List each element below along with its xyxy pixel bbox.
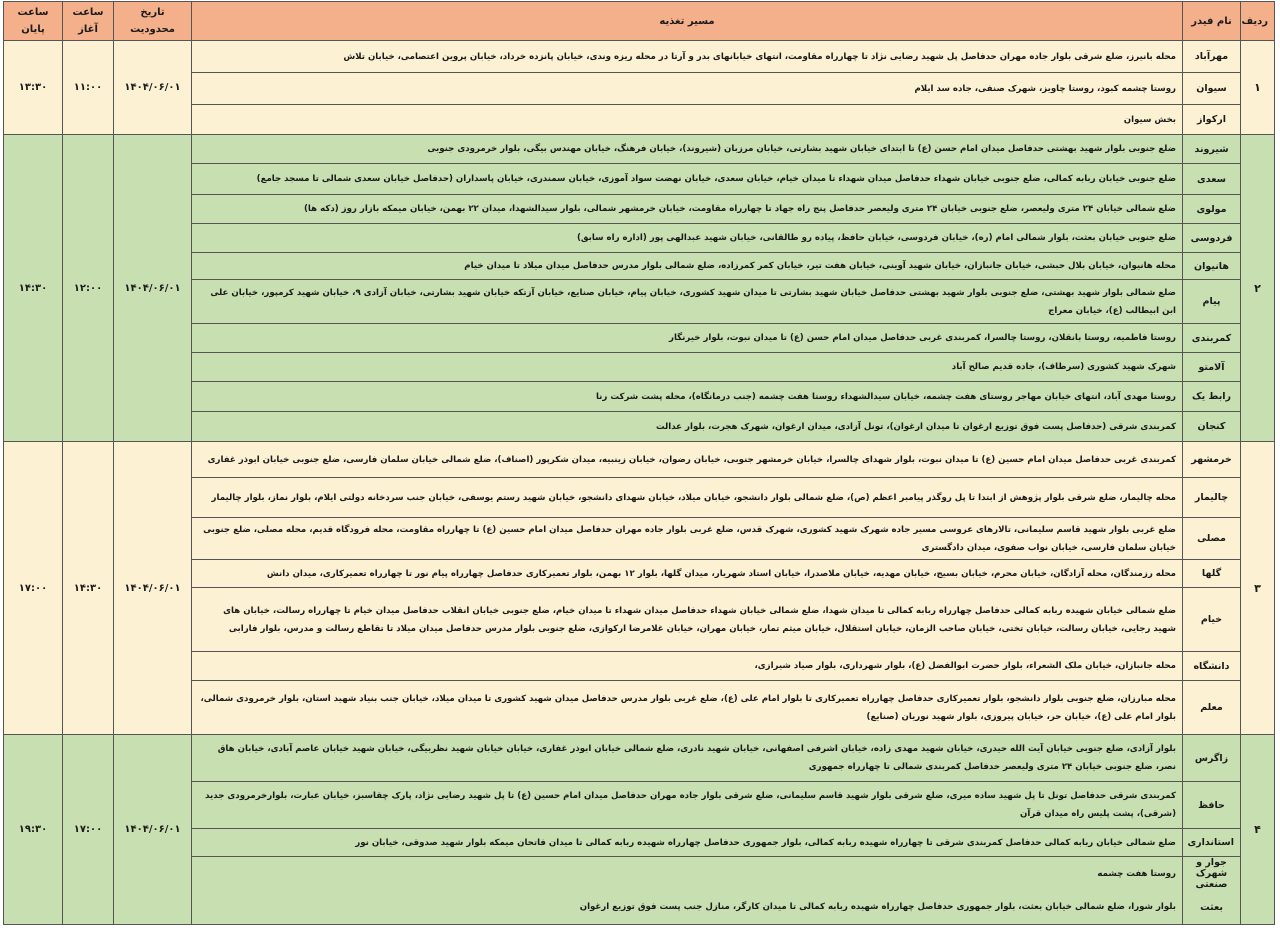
group-index: ۲ bbox=[1241, 135, 1275, 442]
end-time: ۱۴:۳۰ bbox=[4, 135, 63, 442]
route-text: محله مبارزان، ضلع جنوبی بلوار دانشجو، بلوار تعمیرکاری حدفاصل چهارراه تعمیرکاری تا بلوار امام علی (ع)، ضلع غربی بلوار مدرس حدفاصل میدان شهید کشوری تا میدان میلاد، خیابان جنب بنیاد شهید استان، بلوار خرمرودی شمالی، بلوار امام علی (ع)، خیابان حر، خیابان پیروزی، بلوار شهید نوریان (صنایع) bbox=[192, 681, 1183, 735]
start-time: ۱۴:۳۰ bbox=[63, 442, 114, 735]
outage-date: ۱۴۰۴/۰۶/۰۱ bbox=[114, 41, 192, 135]
table-row bbox=[4, 324, 1275, 353]
feeder-name: بعثت bbox=[1183, 891, 1241, 925]
table-header-row bbox=[4, 2, 1275, 41]
col-header-route: مسیر تغذیه bbox=[192, 2, 1183, 41]
route-text: روستا هفت چشمه bbox=[192, 857, 1183, 891]
table-row bbox=[4, 857, 1275, 891]
route-text: ضلع جنوبی خیابان بعثت، بلوار شمالی امام (ره)، خیابان فردوسی، خیابان حافظ، پیاده رو طالقانی، خیابان شهید عبدالهی پور (اداره راه سابق) bbox=[192, 224, 1183, 253]
route-text: کمربندی غربی حدفاصل میدان امام حسین (ع) تا میدان نبوت، بلوار شهدای چالسرا، خیابان خرمشهر جنوبی، خیابان رضوان، خیابان زینبیه، میدان شکرپور (اصناف)، ضلع شمالی خیابان سلمان فارسی، ضلع جنوبی خیابان ابوذر غفاری bbox=[192, 442, 1183, 478]
feeder-name: کمربندی bbox=[1183, 324, 1241, 353]
table-row bbox=[4, 195, 1275, 224]
route-text: ضلع شمالی خیابان شهیده ربابه کمالی حدفاصل چهارراه ربابه کمالی تا میدان شهدا، ضلع شمالی خیابان شهداء حدفاصل میدان شهداء تا میدان خیام، ضلع جنوبی خیابان انقلاب حدفاصل میدان خیام تا چهارراه رسالت، خیابان های شهید رجایی، خیابان رسالت، خیابان تختی، خیابان صاحب الزمان، خیابان استقلال، خیابان میثم تمار، خیابان مهران، خیابان غلامرضا ارکوازی، ضلع جنوبی بلوار مدرس حدفاصل میدان میلاد تا تقاطع رسالت و مدرس، بلوار فارابی bbox=[192, 588, 1183, 652]
route-text: روستا مهدی آباد، انتهای خیابان مهاجر روستای هفت چشمه، خیابان سیدالشهداء روستا هفت چشمه (جنب درمانگاه)، محله پشت شرکت رنا bbox=[192, 382, 1183, 412]
start-time: ۱۲:۰۰ bbox=[63, 135, 114, 442]
feeder-name: مصلی bbox=[1183, 518, 1241, 560]
table-row bbox=[4, 353, 1275, 382]
table-row bbox=[4, 412, 1275, 442]
outage-date: ۱۴۰۴/۰۶/۰۱ bbox=[114, 442, 192, 735]
table-row bbox=[4, 560, 1275, 588]
table-row bbox=[4, 280, 1275, 324]
route-text: شهرک شهید کشوری (سرطاف)، جاده قدیم صالح آباد bbox=[192, 353, 1183, 382]
route-text: کمربندی شرقی حدفاصل تونل تا پل شهید ساده میری، ضلع شرقی بلوار شهید قاسم سلیمانی، ضلع شرقی بلوار جاده مهران حدفاصل میدان امام حسین (ع) تا پل شهید رضایی نژاد، پارک چقاسبز، خیابان عبارت، بلوارخرمرودی جدید (شرقی)، پشت پلیس راه میدان قرآن bbox=[192, 782, 1183, 829]
table-row bbox=[4, 782, 1275, 829]
route-text: ضلع شمالی خیابان ربابه کمالی حدفاصل کمربندی شرقی تا چهارراه شهیده ربابه کمالی، بلوار جمهوری حدفاصل چهارراه شهیده ربابه کمالی تا میدان فاتحان میمکه بلوار شهید صدوقی، خیابان نور bbox=[192, 829, 1183, 857]
col-header-feeder: نام فیدر bbox=[1183, 2, 1241, 41]
feeder-name: گلها bbox=[1183, 560, 1241, 588]
route-text: محله چالیمار، ضلع شرقی بلوار پژوهش از ابتدا تا پل روگذر پیامبر اعظم (ص)، ضلع شمالی بلوار دانشجو، خیابان میلاد، خیابان شهدای دانشجو، خیابان شهید رستم یوسفی، خیابان جنب سردخانه دولتی ایلام، بلوار نماز، بلوار چالیمار bbox=[192, 478, 1183, 518]
route-text: ضلع جنوبی بلوار شهید بهشتی حدفاصل میدان امام حسن (ع) تا ابتدای خیابان شهید بشارتی، خیابان مرزبان (شیروند)، خیابان فرهنگ، خیابان مهندس بیگی، بلوار خرمرودی جنوبی bbox=[192, 135, 1183, 164]
feeder-name: استانداری bbox=[1183, 829, 1241, 857]
start-time: ۱۱:۰۰ bbox=[63, 41, 114, 135]
feeder-name: خیام bbox=[1183, 588, 1241, 652]
table-row bbox=[4, 135, 1275, 164]
feeder-name: جوار و شهرک صنعتی bbox=[1183, 857, 1241, 891]
route-text: محله هانیوان، خیابان بلال حبشی، خیابان جانبازان، خیابان شهید آوینی، خیابان هفت تیر، خیابان کمر کمرزاده، ضلع شمالی بلوار مدرس حدفاصل میدان میلاد تا میدان خیام bbox=[192, 253, 1183, 280]
table-row bbox=[4, 652, 1275, 681]
outage-schedule-table bbox=[3, 1, 1275, 925]
feeder-name: ارکواز bbox=[1183, 105, 1241, 135]
route-text: محله جانبازان، خیابان ملک الشعراء، بلوار حضرت ابوالفضل (ع)، بلوار شهرداری، بلوار صیاد شیرازی، bbox=[192, 652, 1183, 681]
feeder-name: کنجان bbox=[1183, 412, 1241, 442]
table-row bbox=[4, 588, 1275, 652]
group-index: ۴ bbox=[1241, 735, 1275, 925]
feeder-name: مهرآباد bbox=[1183, 41, 1241, 73]
route-text: روستا فاطمیه، روستا بانقلان، روستا چالسرا، کمربندی غربی حدفاصل میدان امام حسن (ع) تا میدان نبوت، بلوار خیرنگار bbox=[192, 324, 1183, 353]
table-row bbox=[4, 253, 1275, 280]
table-row bbox=[4, 41, 1275, 73]
outage-date: ۱۴۰۴/۰۶/۰۱ bbox=[114, 135, 192, 442]
route-text: بلوار شورا، ضلع شمالی خیابان بعثت، بلوار جمهوری حدفاصل چهارراه شهیده ربابه کمالی تا میدان کارگر، منازل جنب پست فوق توزیع ارغوان bbox=[192, 891, 1183, 925]
table-row bbox=[4, 829, 1275, 857]
feeder-name: شیروند bbox=[1183, 135, 1241, 164]
route-text: بلوار آزادی، ضلع جنوبی خیابان آیت الله حیدری، خیابان شهید مهدی زاده، خیابان اشرفی اصفهانی، خیابان شهید نادری، ضلع شمالی خیابان ابوذر غفاری، خیابان خیابان شهید نظربیگی، خیابان شهید خیابان عاصم آبادی، خیابان هاق نصر، ضلع جنوبی خیابان ۲۴ متری ولیعصر حدفاصل کمربندی شمالی تا چهارراه جمهوری bbox=[192, 735, 1183, 782]
table-row bbox=[4, 891, 1275, 925]
route-text: محله رزمندگان، محله آزادگان، خیابان محرم، خیابان بسیج، خیابان مهدیه، خیابان ملاصدرا، خیابان استاد شهریار، میدان گلها، بلوار ۱۲ بهمن، بلوار تعمیرکاری حدفاصل چهارراه پیام نور تا چهارراه تعمیرکاری، میدان دانش bbox=[192, 560, 1183, 588]
feeder-name: فردوسی bbox=[1183, 224, 1241, 253]
group-index: ۱ bbox=[1241, 41, 1275, 135]
col-header-date: تاریخ محدودیت bbox=[114, 2, 192, 41]
end-time: ۱۹:۳۰ bbox=[4, 735, 63, 925]
feeder-name: معلم bbox=[1183, 681, 1241, 735]
start-time: ۱۷:۰۰ bbox=[63, 735, 114, 925]
col-header-end: ساعت پایان bbox=[4, 2, 63, 41]
col-header-index: ردیف bbox=[1241, 2, 1275, 41]
route-text: ضلع شمالی بلوار شهید بهشتی، ضلع جنوبی بلوار شهید بهشتی حدفاصل خیابان شهید بشارتی تا میدان شهید کشوری، خیابان پیام، خیابان صنایع، خیابان آزتکه خیابان شهید بشارتی، خیابان آزادی ۹، خیابان شهید کرمپور، خیابان علی ابن ابیطالب (ع)، خیابان معراج bbox=[192, 280, 1183, 324]
feeder-name: پیام bbox=[1183, 280, 1241, 324]
group-index: ۳ bbox=[1241, 442, 1275, 735]
route-text: ضلع جنوبی خیابان ربابه کمالی، ضلع جنوبی خیابان شهداء حدفاصل میدان شهداء تا میدان خیام، خیابان سعدی، خیابان نهضت سواد آموزی، خیابان سمندری، خیابان پاسداران (حدفاصل خیابان سعدی شمالی تا مسجد جامع) bbox=[192, 164, 1183, 195]
table-row bbox=[4, 73, 1275, 105]
table-row bbox=[4, 105, 1275, 135]
feeder-name: حافظ bbox=[1183, 782, 1241, 829]
end-time: ۱۳:۳۰ bbox=[4, 41, 63, 135]
route-text: ضلع شمالی خیابان ۲۴ متری ولیعصر، ضلع جنوبی خیابان ۲۴ متری ولیعصر حدفاصل پنج راه جهاد تا چهارراه مقاومت، خیابان خرمشهر شمالی، بلوار سیدالشهدا، میدان ۲۲ بهمن، خیابان میمکه بازار روز (دکه ها) bbox=[192, 195, 1183, 224]
route-text: ضلع غربی بلوار شهید قاسم سلیمانی، تالارهای عروسی مسیر جاده شهرک شهید کشوری، شهرک قدس، ضلع غربی بلوار جاده مهران حدفاصل میدان امام حسین (ع) تا چهارراه مقاومت، محله فرودگاه قدیم، محله مصلی، ضلع جنوبی خیابان سلمان فارسی، خیابان نواب صفوی، میدان دادگستری bbox=[192, 518, 1183, 560]
table-row bbox=[4, 681, 1275, 735]
route-text: روستا چشمه کبود، روستا چاویز، شهرک صنفی، جاده سد ایلام bbox=[192, 73, 1183, 105]
feeder-name: چالیمار bbox=[1183, 478, 1241, 518]
feeder-name: رابط یک bbox=[1183, 382, 1241, 412]
route-text: محله بانیرز، ضلع شرقی بلوار جاده مهران حدفاصل پل شهید رضایی نژاد تا چهارراه مقاومت، انتهای خیابانهای بدر و آرتا در محله ریزه وندی، خیابان پانزده خرداد، خیابان پروین اعتصامی، خیابان تلاش bbox=[192, 41, 1183, 73]
feeder-name: هانیوان bbox=[1183, 253, 1241, 280]
col-header-start: ساعت آغاز bbox=[63, 2, 114, 41]
feeder-name: مولوی bbox=[1183, 195, 1241, 224]
table-row bbox=[4, 478, 1275, 518]
feeder-name: دانشگاه bbox=[1183, 652, 1241, 681]
feeder-name: زاگرس bbox=[1183, 735, 1241, 782]
feeder-name: سیوان bbox=[1183, 73, 1241, 105]
route-text: کمربندی شرقی (حدفاصل پست فوق توزیع ارغوان تا میدان ارغوان)، تونل آزادی، میدان ارغوان، شهرک هجرت، بلوار عدالت bbox=[192, 412, 1183, 442]
feeder-name: سعدی bbox=[1183, 164, 1241, 195]
outage-date: ۱۴۰۴/۰۶/۰۱ bbox=[114, 735, 192, 925]
feeder-name: آلامتو bbox=[1183, 353, 1241, 382]
feeder-name: خرمشهر bbox=[1183, 442, 1241, 478]
table-row bbox=[4, 382, 1275, 412]
table-row bbox=[4, 224, 1275, 253]
table-row bbox=[4, 735, 1275, 782]
table-row bbox=[4, 518, 1275, 560]
table-row bbox=[4, 164, 1275, 195]
end-time: ۱۷:۰۰ bbox=[4, 442, 63, 735]
route-text: بخش سیوان bbox=[192, 105, 1183, 135]
table-row bbox=[4, 442, 1275, 478]
